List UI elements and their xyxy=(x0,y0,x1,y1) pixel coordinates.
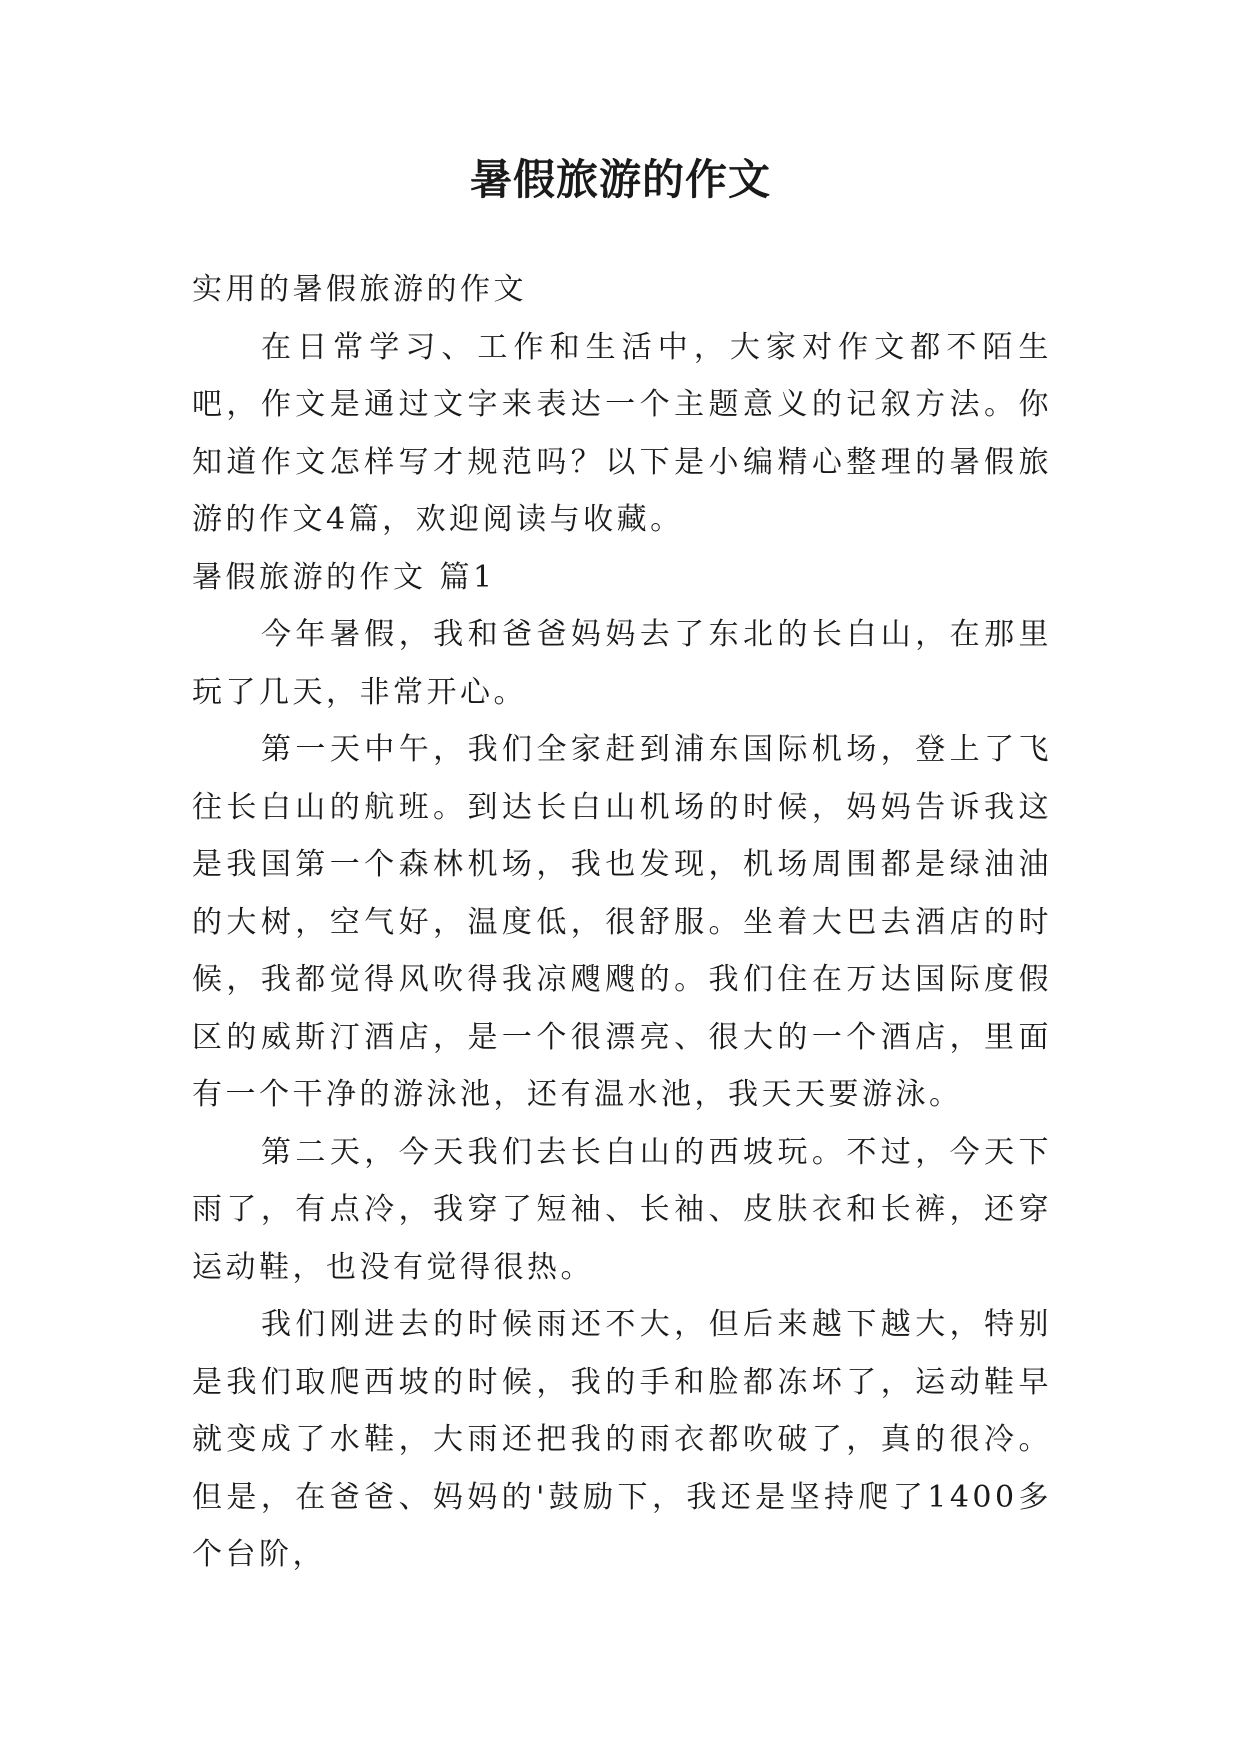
document-subtitle: 实用的暑假旅游的作文 xyxy=(192,272,527,307)
document-body xyxy=(192,261,1052,1584)
document-title: 暑假旅游的作文 xyxy=(469,155,771,204)
body-paragraph: 第一天中午，我们全家赶到浦东国际机场，登上了飞往长白山的航班。到达长白山机场的时候，妈妈告诉我这是我国第一个森林机场，我也发现，机场周围都是绿油油的大树，空气好，温度低，很舒服。坐着大巴去酒店的时候，我都觉得风吹得我凉飕飕的。我们住在万达国际度假区的威斯汀酒店，是一个很漂亮、很大的一个酒店，里面有一个干净的游泳池，还有温水池，我天天要游泳。 xyxy=(192,732,1052,1112)
body-paragraph: 今年暑假，我和爸爸妈妈去了东北的长白山，在那里玩了几天，非常开心。 xyxy=(192,617,1052,710)
body-paragraph: 我们刚进去的时候雨还不大，但后来越下越大，特别是我们取爬西坡的时候，我的手和脸都冻坏了，运动鞋早就变成了水鞋，大雨还把我的雨衣都吹破了，真的很冷。但是，在爸爸、妈妈的'鼓励下，我还是坚持爬了1400多个台阶， xyxy=(192,1307,1052,1572)
section-heading: 暑假旅游的作文 篇1 xyxy=(192,559,496,595)
intro-paragraph: 在日常学习、工作和生活中，大家对作文都不陌生吧，作文是通过文字来表达一个主题意义的记叙方法。你知道作文怎样写才规范吗？以下是小编精心整理的暑假旅游的作文4篇，欢迎阅读与收藏。 xyxy=(192,329,1052,537)
body-paragraph: 第二天，今天我们去长白山的西坡玩。不过，今天下雨了，有点冷，我穿了短袖、长袖、皮肤衣和长裤，还穿运动鞋，也没有觉得很热。 xyxy=(192,1134,1052,1285)
